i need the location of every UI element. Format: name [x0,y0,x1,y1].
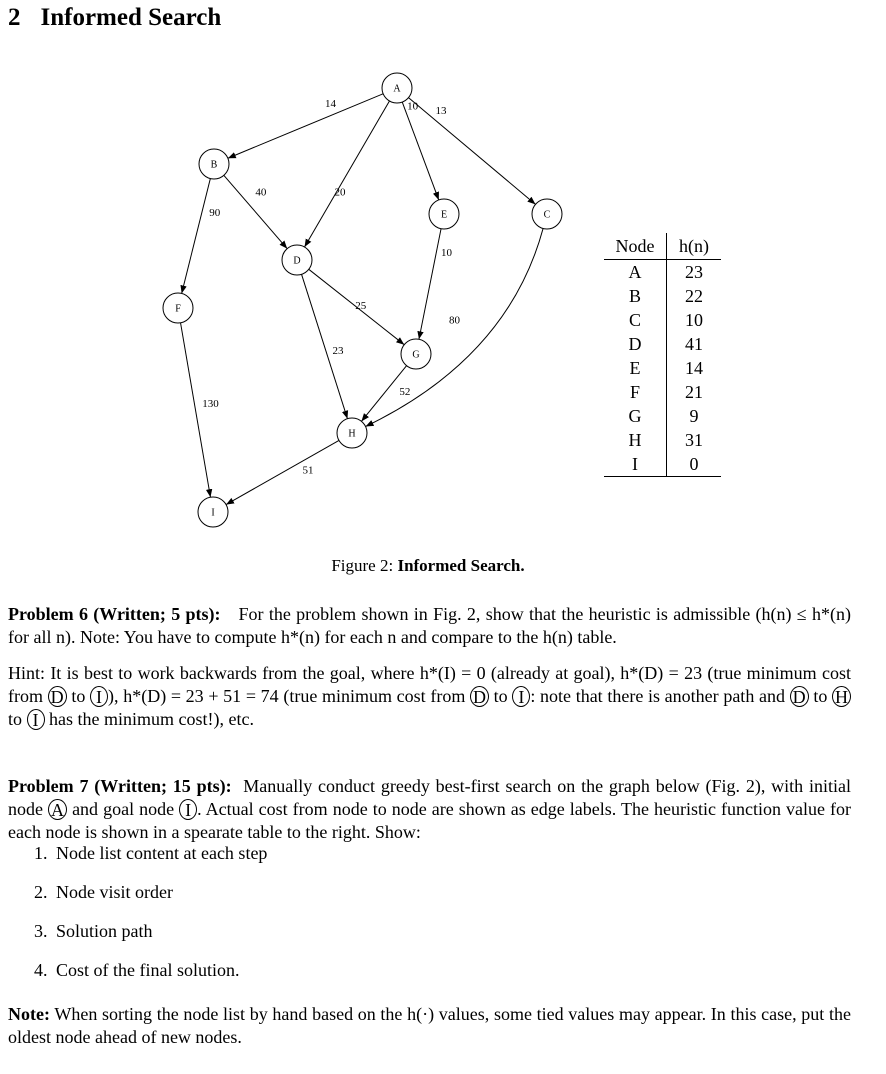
circled-node: D [470,686,489,707]
list-text: Node visit order [56,882,173,902]
hint-text: to [8,709,23,729]
table-cell-h: 10 [685,309,703,330]
node-label: H [348,428,356,440]
problem-6-text-cont: , show that the heuristic is admissible (h(n) ≤ h*(n) for all n). Note: You have to compute h*(n) for each n and compare to the h(n) table. [8,604,851,647]
list-number: 4. [34,960,48,980]
section-number: 2 [8,4,21,31]
node-label: F [175,303,181,315]
problem-6-heading: Problem 6 (Written; 5 pts): [8,604,221,624]
circled-node: H [832,686,851,707]
edge-cost-label: 80 [448,314,460,327]
edge-cost-label: 14 [324,97,336,110]
graph-node-a [382,73,412,103]
graph-node-c [532,199,562,229]
problem-7-text: ), with initial node [8,776,851,819]
graph-node-f [163,293,193,323]
table-cell-node: C [604,308,667,332]
edge-h-i [226,440,339,504]
table-row [604,452,721,477]
table-header-h: h(n) [667,233,722,260]
table-cell-node: D [604,332,667,356]
table-cell-node: F [604,380,667,404]
graph-node-h [337,418,367,448]
table-row [604,332,721,356]
graph-node-d [282,245,312,275]
caption-prefix: Figure 2: [331,556,394,575]
table-cell-h: 21 [685,381,703,402]
table-cell-h: 0 [667,452,722,477]
list-number: 3. [34,921,48,941]
deliverables-list [34,842,267,998]
edge-cost-label: 23 [332,345,344,358]
hint-paragraph [8,662,851,731]
circled-node: I [512,686,530,707]
list-item [34,842,267,881]
hint-text: : note that there is another path and [530,686,785,706]
figure-caption [0,556,856,576]
table-row [604,308,721,332]
node-label: C [543,209,551,221]
graph-node-i [198,497,228,527]
table-cell-h: 41 [685,333,703,354]
list-text: Node list content at each step [56,843,268,863]
note-text: When sorting the node list by hand based on the h(·) values, some tied values may appear. In this case, put the oldest node ahead of new nodes. [8,1004,851,1047]
problem-7-text: . Actual cost from node to node are shown as edge labels. The heuristic function value for each node is shown in a spearate table to the right. Show: [8,799,852,842]
edge-cost-label: 10 [407,100,419,113]
problem-7 [8,775,851,844]
graph-node-b [199,149,229,179]
table-header-row [604,233,721,260]
problem-7-text: Manually conduct greedy best-first search on the graph below (Fig. [243,776,741,796]
list-item [34,920,267,959]
table-cell-node: B [604,284,667,308]
edge-cost-label: 52 [399,386,411,399]
edge-a-b [228,94,383,158]
node-label: D [293,255,301,267]
problem-7-heading: Problem 7 (Written; 15 pts): [8,776,232,796]
hint-text: to [71,686,86,706]
table-cell-h: 22 [685,285,703,306]
node-label: I [211,507,215,519]
edge-cost-label: 20 [334,186,346,199]
edge-cost-label: 10 [440,246,452,259]
problem-7-text: and goal node [72,799,175,819]
list-text: Cost of the final solution. [56,960,240,980]
edge-cost-label: 13 [435,105,447,118]
edge-a-d [305,101,390,247]
hint-text: Hint: It is best to work backwards from the goal, where h*(I) = 0 (already at goal), h*(D) = 23 (true minimum cost from [8,663,851,706]
node-label: B [210,159,218,171]
caption-title: Informed Search. [397,556,525,575]
table-row [604,356,721,380]
note-paragraph [8,1003,851,1049]
edge-e-g [419,229,441,340]
node-label: E [440,209,448,221]
table-cell-h: 9 [689,405,699,426]
list-item [34,881,267,920]
hint-text: ), h*(D) = 23 + 51 = 74 (true minimum cost from [108,686,466,706]
figure-reference-link[interactable]: 2 [745,776,755,796]
problem-6-text: For the problem shown in Fig. [238,604,462,624]
heuristic-table [604,233,721,477]
node-label: A [393,83,401,95]
table-cell-h: 14 [685,357,703,378]
list-item [34,959,267,998]
section-title: Informed Search [40,4,222,31]
hint-text: to [813,686,828,706]
figure-reference-link[interactable]: 2 [466,604,476,624]
table-row [604,404,721,428]
edge-a-c [408,98,535,205]
circled-node: D [48,686,67,707]
graph-node-e [429,199,459,229]
edge-cost-label: 40 [255,186,267,199]
goal-node: I [179,799,197,820]
list-number: 2. [34,882,48,902]
edge-cost-label: 130 [202,397,219,410]
table-header-node: Node [604,233,667,260]
edge-f-i [181,323,211,497]
circled-node: D [790,686,809,707]
edge-a-e [402,102,439,200]
table-row [604,428,721,452]
table-cell-h: 31 [685,429,703,450]
problem-6 [8,603,851,649]
circled-node: I [27,709,45,730]
table-row [604,260,721,285]
table-cell-node: G [604,404,667,428]
hint-text: to [493,686,508,706]
table-cell-node: A [604,260,667,285]
node-label: G [412,349,420,361]
edge-cost-label: 90 [209,206,221,219]
table-row [604,380,721,404]
graph-node-g [401,339,431,369]
hint-text: has the minimum cost!), etc. [49,709,254,729]
list-number: 1. [34,843,48,863]
table-cell-h: 23 [685,261,703,282]
edge-c-h [366,228,544,426]
table-cell-node: I [604,452,667,477]
circled-node: I [90,686,108,707]
edge-b-f [182,179,211,294]
edge-cost-label: 51 [302,464,314,477]
start-node: A [48,799,67,820]
note-heading: Note: [8,1004,50,1024]
list-text: Solution path [56,921,153,941]
table-cell-node: H [604,428,667,452]
table-cell-node: E [604,356,667,380]
table-row [604,284,721,308]
edge-cost-label: 25 [355,300,367,313]
